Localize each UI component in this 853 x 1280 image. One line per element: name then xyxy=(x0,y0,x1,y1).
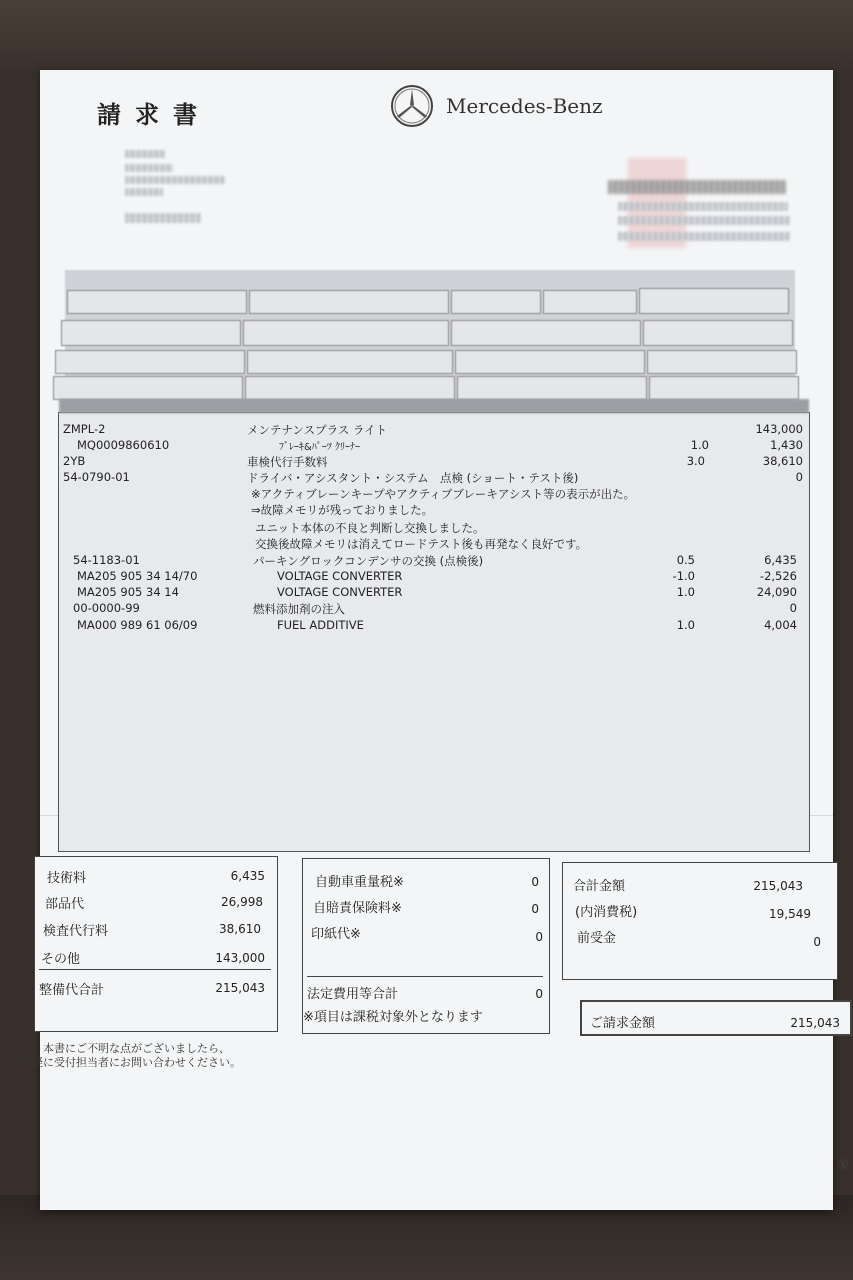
contact-note-line: 万一、本書にご不明な点がございましたら、 xyxy=(10,1042,230,1055)
item-note: 交換後故障メモリは消えてロードテスト後も再発なく良好です。 xyxy=(255,537,588,551)
total-value: 215,043 xyxy=(215,981,265,995)
item-code: MA205 905 34 14 xyxy=(77,585,179,599)
item-code: MA205 905 34 14/70 xyxy=(77,569,198,583)
legal-fees-summary xyxy=(302,858,550,1034)
item-description: メンテナンスプラス ライト xyxy=(247,423,388,437)
invoice-paper xyxy=(10,70,840,1210)
billing-label: ご請求金額 xyxy=(590,1016,656,1031)
summary-value: 0 xyxy=(535,930,543,944)
table-row-note xyxy=(59,502,809,518)
summary-label: 合計金額 xyxy=(573,879,626,894)
total-value: 0 xyxy=(535,987,543,1001)
item-code: 00-0000-99 xyxy=(73,601,140,615)
item-description: ﾌﾞﾚｰｷ&ﾊﾟｰﾂ ｸﾘｰﾅｰ xyxy=(279,442,360,453)
redacted-text xyxy=(125,164,173,172)
item-code: MA000 989 61 06/09 xyxy=(77,618,198,632)
item-note: ※アクティブレーンキープやアクティブブレーキアシスト等の表示が出た。 xyxy=(251,487,636,501)
table-row xyxy=(59,553,809,569)
summary-value: 0 xyxy=(531,875,539,889)
summary-label: 印紙代※ xyxy=(311,927,361,942)
table-row xyxy=(59,422,809,438)
item-description: FUEL ADDITIVE xyxy=(277,618,364,632)
item-description: 燃料添加剤の注入 xyxy=(253,602,345,616)
summary-value: 0 xyxy=(531,902,539,916)
summary-label: 技術料 xyxy=(47,871,87,886)
item-description: VOLTAGE CONVERTER xyxy=(277,585,403,599)
summary-label: 検査代行料 xyxy=(43,924,109,939)
table-row-note xyxy=(59,486,809,502)
brand-name: Mercedes-Benz xyxy=(446,94,603,118)
item-amount: -2,526 xyxy=(759,569,797,583)
item-amount: 143,000 xyxy=(755,422,803,436)
summary-label: その他 xyxy=(41,952,81,967)
item-qty: -1.0 xyxy=(672,569,695,583)
item-note: ⇒故障メモリが残っておりました。 xyxy=(251,503,434,517)
item-qty: 3.0 xyxy=(686,454,705,468)
item-code: ZMPL-2 xyxy=(63,422,106,436)
item-qty: 1.0 xyxy=(676,585,695,599)
summary-label: 自賠責保険料※ xyxy=(313,901,402,916)
summary-label: 自動車重量税※ xyxy=(315,875,404,890)
item-amount: 4,004 xyxy=(764,618,797,632)
total-label: 法定費用等合計 xyxy=(307,987,399,1002)
table-row-note xyxy=(59,520,809,536)
summary-label: 部品代 xyxy=(45,897,85,912)
maintenance-cost-summary xyxy=(34,856,278,1032)
item-code: 54-1183-01 xyxy=(73,553,140,567)
item-amount: 6,435 xyxy=(764,553,797,567)
item-qty: 0.5 xyxy=(676,553,695,567)
table-row xyxy=(59,601,809,617)
tax-exempt-footnote: ※項目は課税対象外となります xyxy=(303,1010,483,1025)
table-row xyxy=(59,569,809,585)
redacted-text xyxy=(125,150,165,158)
redacted-dealer-name xyxy=(608,180,786,194)
grand-total-summary xyxy=(562,862,838,980)
summary-value: 6,435 xyxy=(230,869,265,883)
summary-value: 26,998 xyxy=(221,895,263,909)
redacted-text xyxy=(125,176,225,184)
total-label: 整備代合計 xyxy=(39,983,105,998)
redacted-text xyxy=(618,202,788,211)
redacted-text xyxy=(618,232,790,241)
billing-value: 215,043 xyxy=(790,1016,840,1030)
summary-value: 19,549 xyxy=(769,907,811,921)
item-code: 2YB xyxy=(63,454,86,468)
redacted-text xyxy=(618,216,790,225)
item-note: ユニット本体の不良と判断し交換しました。 xyxy=(255,521,485,535)
item-description: パーキングロックコンデンサの交換 (点検後) xyxy=(253,554,484,568)
redacted-table-header xyxy=(59,399,809,413)
item-description: VOLTAGE CONVERTER xyxy=(277,569,403,583)
mercedes-star-logo-icon xyxy=(390,84,434,128)
item-qty: 1.0 xyxy=(690,438,709,452)
page-number-mark: ① xyxy=(837,1158,849,1173)
table-row xyxy=(59,470,809,486)
divider xyxy=(307,976,543,977)
item-description: ドライバ・アシスタント・システム 点検 (ショート・テスト後) xyxy=(247,471,579,485)
item-amount: 0 xyxy=(795,470,803,484)
table-row xyxy=(59,454,809,470)
redacted-vehicle-info-grid xyxy=(65,270,795,410)
contact-note-line: お気軽に受付担当者にお問い合わせください。 xyxy=(10,1056,241,1069)
line-items-table xyxy=(58,412,810,852)
table-row-note xyxy=(59,536,809,552)
summary-label: 前受金 xyxy=(577,931,617,946)
divider xyxy=(39,969,271,970)
item-code: 54-0790-01 xyxy=(63,470,130,484)
billing-amount-box xyxy=(580,1000,852,1036)
item-amount: 24,090 xyxy=(756,585,797,599)
item-description: 車検代行手数料 xyxy=(247,455,328,469)
redacted-customer-name xyxy=(125,213,201,223)
item-amount: 38,610 xyxy=(762,454,803,468)
table-row xyxy=(59,618,809,634)
summary-label: (内消費税) xyxy=(575,905,638,920)
summary-value: 38,610 xyxy=(219,922,261,936)
brand-header xyxy=(390,84,603,128)
item-code: MQ0009860610 xyxy=(77,438,170,452)
desk-background-top xyxy=(0,0,853,70)
summary-value: 0 xyxy=(813,935,821,949)
redacted-text xyxy=(125,188,163,196)
table-row xyxy=(59,585,809,601)
item-amount: 0 xyxy=(789,601,797,615)
table-row xyxy=(59,438,809,454)
summary-value: 215,043 xyxy=(753,879,803,893)
item-amount: 1,430 xyxy=(770,438,803,452)
contact-note xyxy=(10,1042,241,1070)
invoice-title: 請求書 xyxy=(97,101,211,129)
item-qty: 1.0 xyxy=(676,618,695,632)
summary-value: 143,000 xyxy=(215,951,265,965)
